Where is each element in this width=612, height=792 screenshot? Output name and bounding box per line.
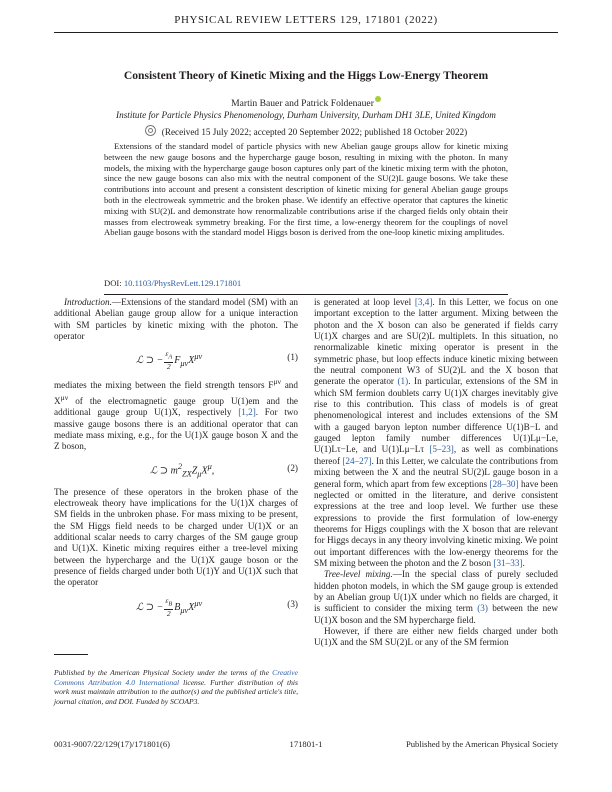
tree-level-paragraph: Tree-level mixing.—In the special class of purely secluded hidden photon models, in which the SM gauge group is extended by an Abelian group U(1)X under which no fields are charged, it is sufficient to consider the mixing term (3) between the new U(1)X boson and the SM hypercharge field. [314,569,558,625]
open-access-icon [145,125,156,136]
tree-level-runin: Tree-level mixing. [324,569,393,580]
equation-1 [54,342,298,376]
received-text: (Received 15 July 2022; accepted 20 September 2022; published 18 October 2022) [161,127,468,137]
equation-link[interactable]: (3) [477,603,488,614]
mixing-paragraph: mediates the mixing between the field strength tensors $F^{\mu\nu}$ and $X^{\mu\nu}$ of the electromagnetic gauge group U(1)em and the additional gauge group U(1)X, respectively [1,2]. For two massive gauge bosons there is an additional operator that can mediate mass mixing, e.g., for the U(1)X gauge boson X and the Z boson, [54,377,298,452]
loop-paragraph: is generated at loop level [3,4]. In this Letter, we focus on one important exception to the latter argument. Mixing between the photon and the X boson can also be generated if fields carry U(1)X charges and are SU(2)L multiplets. In this situation, no renormalizable kinetic mixing operator is present in the symmetric phase, but loop effects induce kinetic mixing between the neutral component W3 of SU(2)L and the X boson that generate the operator (1). In particular, extensions of the SM in which SM fermion doublets carry U(1)X charges inevitably give rise to this contribution. This class of models is of great phenomenological interest and includes extensions of the SM with a gauged baryon lepton number difference U(1)B−L and gauged lepton family number differences U(1)Lμ−Le, U(1)Lτ−Le, and U(1)Lμ−Lτ [5–23], as well as combinations thereof [24–27]. In this Letter, we calculate the contributions from mixing between the X and the neutral SU(2)L gauge boson in a general form, which apart from few exceptions [28–30] have been neglected or omitted in the literature, and derive consistent expressions at the tree and loop level. We further use these expressions to provide the first formulation of low-energy theorems for Higgs couplings with the X boson that are relevant for Higgs decays in any theory involving kinetic mixing. We point out important differences with the low-energy theorems for the SM mixing between the photon and the Z boson [31–33]. [314,297,559,568]
left-column [54,297,298,623]
operators-paragraph: The presence of these operators in the broken phase of the electroweak theory have implications for the U(1)X charges of SM fields in the unbroken phase. For mass mixing to be present, the SM Higgs field needs to be charged under U(1)X or an additional scalar needs to carry charges of the SM gauge group and U(1)X. Kinetic mixing requires either a tree-level mixing between the hypercharge and the U(1)X gauge boson or the presence of fields charged under both U(1)Y and U(1)X such that the operator [54,486,298,588]
affiliation: Institute for Particle Physics Phenomenology, Durham University, Durham DH1 3LE, United Kingdom [116,110,496,120]
doi-line [104,278,241,288]
orcid-icon[interactable] [375,96,381,102]
abstract-rule [104,294,508,295]
authors-text: Martin Bauer and Patrick Foldenauer [231,98,374,109]
footer-publisher: Published by the American Physical Society [405,739,558,749]
license-link[interactable]: Creative Commons Attribution 4.0 International [54,668,298,687]
author-list [54,96,558,109]
citation-link[interactable]: [24–27] [342,455,372,466]
doi-label: DOI: [104,278,122,288]
citation-link[interactable]: [1,2] [238,407,256,418]
intro-text: —Extensions of the standard model (SM) with an additional Abelian gauge group allow for a unique interaction with SM particles by kinetic mixing with the photon. The operator [54,297,298,342]
equation-2 [54,453,298,487]
equation-3 [54,589,298,623]
paper-title: Consistent Theory of Kinetic Mixing and the Higgs Low-Energy Theorem [123,69,489,82]
received-dates [54,125,558,137]
doi-link[interactable]: 10.1103/PhysRevLett.129.171801 [123,278,242,288]
equation-3-body: ℒ ⊃ − $\frac{\varepsilon_B}{2}$ $B_{\mu\nu}X^{\mu\nu}$ [136,595,203,618]
header-rule [54,32,558,33]
right-column [314,297,558,649]
footer-page-number: 171801-1 [289,739,323,749]
citation-link[interactable]: [5–23] [429,444,454,455]
equation-link[interactable]: (1) [397,376,409,387]
citation-link[interactable]: [28–30] [489,478,519,489]
equation-2-number: (2) [287,462,298,473]
footer-issn: 0031-9007/22/129(17)/171801(6) [54,739,171,749]
intro-paragraph [54,297,298,342]
equation-1-body: ℒ ⊃ − $\frac{\varepsilon_A}{2}$ $F_{\mu\nu}X^{\mu\nu}$ [136,349,203,372]
citation-link[interactable]: [3,4] [414,297,433,307]
equation-1-number: (1) [287,352,298,363]
equation-2-body: ℒ ⊃ $m^2_{ZX}Z_\mu X^\mu$, [150,461,215,478]
citation-link[interactable]: [31–33] [493,557,523,568]
abstract: Extensions of the standard model of particle physics with new Abelian gauge groups allow for kinetic mixing between the new gauge bosons and the hypercharge gauge boson, resulting in mixing with the photon. In many models, the mixing with the hypercharge gauge boson captures only part of the kinetic mixing term with the photon, since the new gauge bosons can also mix with the neutral component of the SU(2)L gauge bosons. We take these contributions into account and present a consistent description of kinetic mixing for general Abelian gauge groups both in the electroweak symmetric and the broken phase. We identify an effective operator that captures the kinetic mixing with SU(2)L and demonstrate how renormalizable contributions arise if the charged fields only obtain their masses from electroweak symmetry breaking. For the first time, a low-energy theorem for the couplings of novel Abelian gauge bosons with the standard model Higgs boson is derived from the one-loop kinetic mixing amplitudes. [104,141,508,238]
footnote-rule [54,654,88,655]
equation-3-number: (3) [287,598,298,609]
running-head: PHYSICAL REVIEW LETTERS 129, 171801 (2022) [174,14,438,26]
however-paragraph: However, if there are either new fields charged under both U(1)X and the SM SU(2)L or any of the SM fermion [314,625,558,648]
license-footnote: Published by the American Physical Society under the terms of the Creative Commons Attribution 4.0 International license. Further distribution of this work must maintain attribution to the author(s) and the published article's title, journal citation, and DOI. Funded by SCOAP3. [54,668,298,706]
intro-runin: Introduction. [64,297,112,307]
